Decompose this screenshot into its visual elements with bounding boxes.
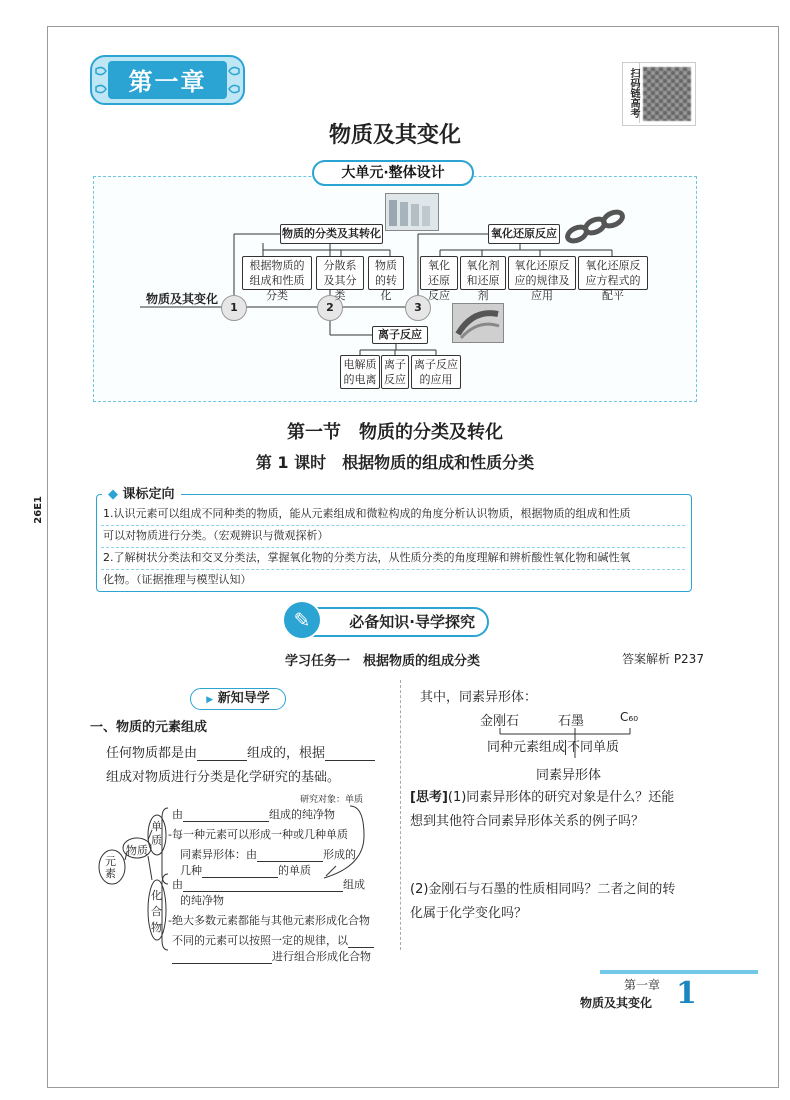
branch3-item-3: 氧化还原反应的规律及应用 bbox=[508, 256, 576, 290]
h4: 不同的元素可以按照一定的规律，以 bbox=[172, 934, 348, 947]
side-code: 26E1 bbox=[33, 496, 44, 524]
column-divider bbox=[400, 680, 401, 950]
blank-6[interactable] bbox=[183, 877, 343, 892]
unit-circle-2: 2 bbox=[317, 295, 343, 321]
blank-3[interactable] bbox=[183, 807, 269, 822]
section-title: 第一节 物质的分类及转化 bbox=[287, 422, 503, 443]
relation-b: 不同单质 bbox=[567, 740, 620, 755]
qr-label: 扫码链高考 bbox=[623, 63, 640, 123]
branch3-item-1: 氧化还原反应 bbox=[420, 256, 458, 290]
branch1-item-1: 根据物质的组成和性质分类 bbox=[242, 256, 312, 290]
standards-heading-text: 课标定向 bbox=[122, 487, 175, 502]
compound-line-3 bbox=[168, 912, 370, 928]
chapter-title: 物质及其变化 bbox=[328, 123, 461, 148]
standards-line-2b: 化物。（证据推理与模型认知） bbox=[103, 573, 252, 586]
h3: 绝大多数元素都能与其他元素形成化合物 bbox=[171, 914, 370, 927]
paragraph-line-2: 组成对物质进行分类是化学研究的基础。 bbox=[106, 770, 341, 785]
bullet-arrow-icon-2: - bbox=[168, 914, 172, 927]
danzhi-line-3 bbox=[180, 846, 356, 862]
danzhi-line-1 bbox=[172, 806, 335, 822]
diamond-icon: ◆ bbox=[108, 487, 118, 502]
allotrope-diamond: 金刚石 bbox=[480, 714, 520, 729]
unit-circle-3: 3 bbox=[405, 295, 431, 321]
h5: 进行组合形成化合物 bbox=[272, 950, 371, 963]
d3b: 形成的 bbox=[323, 848, 356, 861]
bullet-arrow-icon: - bbox=[168, 828, 172, 841]
compound-line-4 bbox=[172, 932, 374, 948]
research-note: 研究对象：单质 bbox=[300, 795, 364, 805]
chapter-badge-text: 第一章 bbox=[128, 68, 207, 96]
ion-image bbox=[452, 303, 504, 343]
d1b: 组成的纯净物 bbox=[269, 808, 335, 821]
relation-a: 同种元素组成 bbox=[487, 740, 566, 755]
compound-line-5 bbox=[172, 948, 371, 964]
standards-line-1a: 1.认识元素可以组成不同种类的物质，能从元素组成和微粒构成的角度分析认识物质，根据物质的组成和性质 bbox=[101, 503, 685, 526]
branch3-item-4: 氧化还原反应方程式的配平 bbox=[578, 256, 648, 290]
lesson-title: 第 1 课时 根据物质的组成和性质分类 bbox=[255, 453, 535, 472]
think-question-1b: 想到其他符合同素异形体关系的例子吗？ bbox=[410, 814, 645, 829]
substance-label: 物质 bbox=[126, 844, 148, 857]
compound-label: 化合物 bbox=[151, 889, 162, 934]
think-question-1a bbox=[410, 786, 674, 805]
d3a: 同素异形体：由 bbox=[180, 848, 257, 861]
allotrope-intro: 其中，同素异形体： bbox=[420, 690, 538, 705]
required-knowledge-banner: 必备知识·导学探究 bbox=[289, 607, 489, 637]
h1a: 由 bbox=[172, 878, 183, 891]
blank-7[interactable] bbox=[348, 933, 374, 948]
task-title: 学习任务一 根据物质的组成分类 bbox=[285, 654, 481, 669]
blank-4[interactable] bbox=[257, 847, 323, 862]
footer-chapter: 第一章 bbox=[624, 978, 661, 992]
p1a: 任何物质都是由 bbox=[106, 746, 198, 761]
chain-image bbox=[565, 208, 635, 244]
compound-line-2: 的纯净物 bbox=[180, 894, 224, 907]
unit-design-root: 物质及其变化 bbox=[146, 292, 219, 306]
branch2-item-2: 离子反应 bbox=[381, 355, 409, 389]
simple-substance-label: 单质 bbox=[151, 820, 162, 847]
d2: 每一种元素可以形成一种或几种单质 bbox=[171, 828, 348, 841]
footer-bar bbox=[600, 970, 758, 974]
standards-line-1b: 可以对物质进行分类。（宏观辨识与微观探析） bbox=[101, 525, 685, 548]
branch2-item-3: 离子反应的应用 bbox=[411, 355, 461, 389]
unit-circle-1: 1 bbox=[221, 295, 247, 321]
d4b: 的单质 bbox=[278, 864, 311, 877]
allotrope-graphite: 石墨 bbox=[558, 714, 585, 729]
branch1-item-2: 分散系及其分类 bbox=[316, 256, 364, 290]
branch2-item-1: 电解质的电离 bbox=[340, 355, 380, 389]
element-composition-heading: 一、物质的元素组成 bbox=[90, 720, 208, 735]
arrow-icon: ▶ bbox=[206, 695, 214, 705]
allotrope-c60: C₆₀ bbox=[620, 710, 638, 724]
branch2-title: 离子反应 bbox=[372, 326, 428, 344]
q1a: (1)同素异形体的研究对象是什么？还能 bbox=[447, 790, 675, 805]
pen-icon: ✎ bbox=[282, 600, 322, 640]
branch1-title: 物质的分类及其转化 bbox=[280, 224, 383, 244]
think-tag: [思考] bbox=[410, 790, 448, 805]
standards-line-2a: 2.了解树状分类法和交叉分类法，掌握氧化物的分类方法，从性质分类的角度理解和辨析酸性氧化物和碱性氧 bbox=[101, 547, 685, 570]
new-knowledge-text: 新知导学 bbox=[217, 691, 270, 706]
branch1-item-3: 物质的转化 bbox=[368, 256, 404, 290]
think-question-2b: 化属于化学变化吗？ bbox=[410, 906, 528, 921]
page-number: 1 bbox=[676, 976, 697, 1011]
d4a: 几种 bbox=[180, 864, 202, 877]
footer-chapter-name: 物质及其变化 bbox=[580, 996, 653, 1010]
d1a: 由 bbox=[172, 808, 183, 821]
danzhi-line-2 bbox=[168, 826, 348, 842]
branch3-title: 氧化还原反应 bbox=[488, 224, 560, 244]
h1b: 组成 bbox=[343, 878, 365, 891]
element-label: 元素 bbox=[105, 855, 116, 880]
answer-reference[interactable]: 答案解析 P237 bbox=[622, 652, 704, 666]
branch3-item-2: 氧化剂和还原剂 bbox=[460, 256, 506, 290]
think-question-2a: (2)金刚石与石墨的性质相同吗？二者之间的转 bbox=[410, 882, 676, 897]
blank-8[interactable] bbox=[172, 949, 272, 964]
p1b: 组成的，根据 bbox=[247, 746, 326, 761]
allotrope-result: 同素异形体 bbox=[536, 768, 602, 783]
relation-line bbox=[487, 736, 619, 755]
compound-line-1 bbox=[172, 876, 365, 892]
unit-design-label: 大单元·整体设计 bbox=[312, 160, 474, 186]
